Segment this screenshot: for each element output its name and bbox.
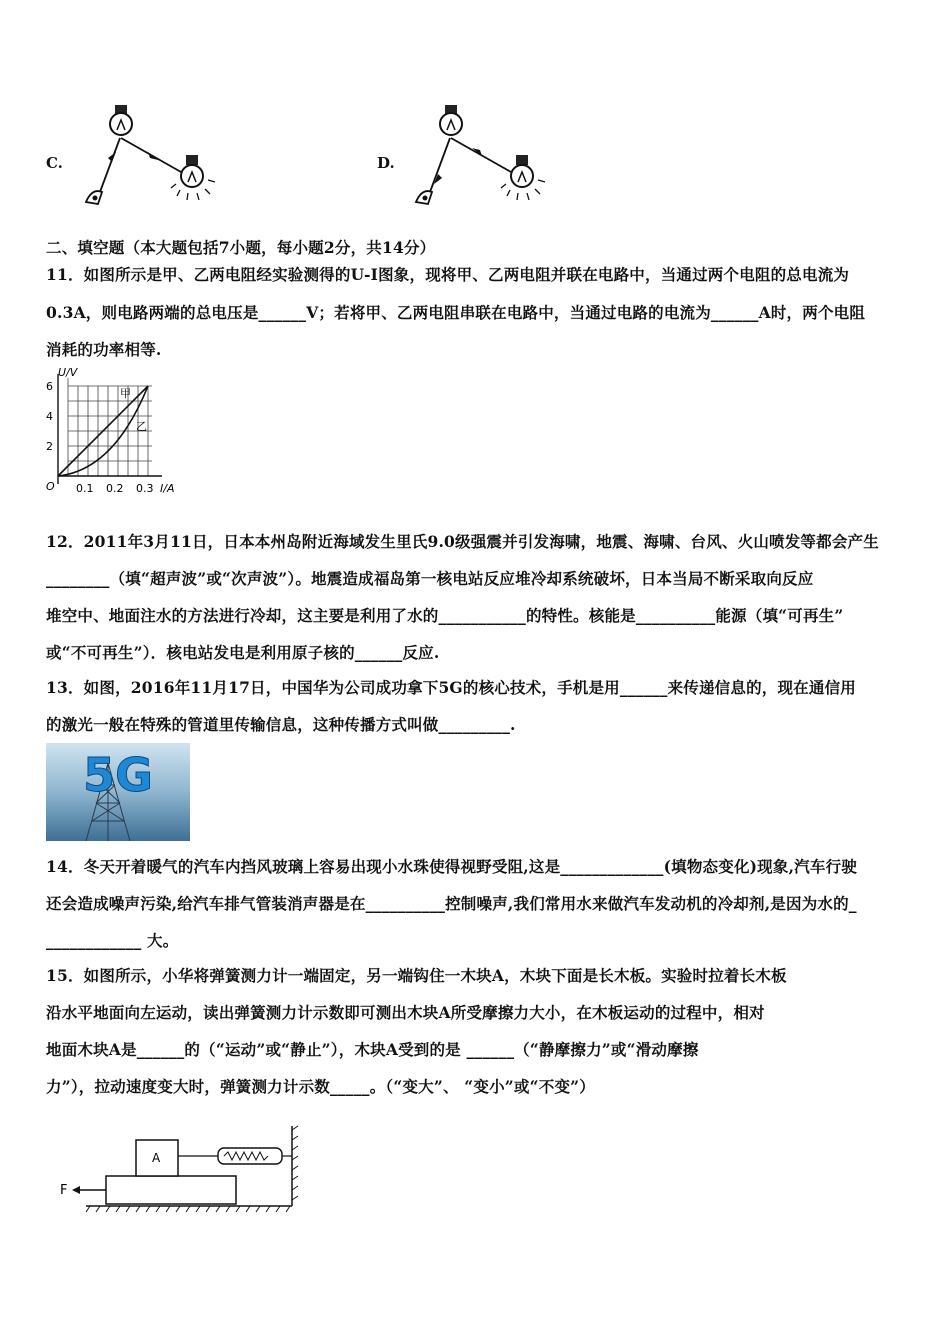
series-yi-label: 乙 <box>136 420 147 433</box>
section-heading: 二、填空题（本大题包括7小题，每小题2分，共14分） <box>46 238 436 257</box>
q13-line-1: 13．如图，2016年11月17日，中国华为公司成功拿下5G的核心技术，手机是用______来传递信息的，现在通信用 <box>46 678 856 697</box>
q13-5g-image <box>46 743 190 841</box>
q15-friction-diagram <box>56 1120 306 1220</box>
option-d-label: D. <box>377 154 395 172</box>
y-tick-2: 2 <box>46 440 53 453</box>
q14-line-3: ____________ 大。 <box>46 931 179 950</box>
origin-label: O <box>46 480 55 493</box>
q15-line-3: 地面木块A是______的（“运动”或“静止”），木块A受到的是 ______（“静摩擦力”或“滑动摩擦 <box>46 1040 699 1059</box>
y-tick-6: 6 <box>46 380 53 393</box>
q11-ui-graph <box>44 366 194 498</box>
long-board <box>106 1176 236 1204</box>
5g-text: 5G <box>83 748 153 802</box>
q12-line-1: 12．2011年3月11日，日本本州岛附近海域发生里氏9.0级强震并引发海啸，地震、海啸、台风、火山喷发等都会产生 <box>46 532 879 551</box>
q12-line-3: 堆空中、地面注水的方法进行冷却，这主要是利用了水的___________的特性。核能是__________能源（填“可再生” <box>46 606 844 625</box>
q14-line-2: 还会造成噪声污染,给汽车排气管装消声器是在__________控制噪声,我们常用水来做汽车发动机的冷却剂,是因为水的_ <box>46 894 857 913</box>
y-tick-4: 4 <box>46 410 53 423</box>
lower-bulb-icon <box>171 155 215 200</box>
x-tick-0.3: 0.3 <box>136 482 154 495</box>
option-c-label: C. <box>46 154 63 172</box>
eye-icon <box>86 191 102 204</box>
q11-line-3: 消耗的功率相等. <box>46 340 162 359</box>
upper-bulb-icon <box>110 105 132 135</box>
force-label: F <box>60 1183 68 1198</box>
spring-scale-icon <box>178 1148 292 1164</box>
x-axis-label: I/A <box>160 482 175 495</box>
q12-line-2: ________（填“超声波”或“次声波”）。地震造成福岛第一核电站反应堆冷却系统破坏，日本当局不断采取向反应 <box>46 569 814 588</box>
option-c-diagram <box>78 100 228 212</box>
upper-bulb-icon <box>440 105 462 135</box>
block-a-label: A <box>152 1151 161 1165</box>
q15-line-1: 15．如图所示，小华将弹簧测力计一端固定，另一端钩住一木块A，木块下面是长木板。实验时拉着长木板 <box>46 966 787 985</box>
lower-bulb-icon <box>501 155 545 200</box>
q15-line-4: 力”），拉动速度变大时，弹簧测力计示数_____。（“变大”、 “变小”或“不变”） <box>46 1077 595 1096</box>
q15-line-2: 沿水平地面向左运动，读出弹簧测力计示数即可测出木块A所受摩擦力大小，在木板运动的过程中，相对 <box>46 1003 765 1022</box>
series-jia-label: 甲 <box>120 387 131 400</box>
q13-line-2: 的激光一般在特殊的管道里传输信息，这种传播方式叫做_________. <box>46 715 516 734</box>
q11-line-2: 0.3A，则电路两端的总电压是______V；若将甲、乙两电阻串联在电路中，当通过电路的电流为______A时，两个电阻 <box>46 303 866 322</box>
q11-line-1: 11．如图所示是甲、乙两电阻经实验测得的U-I图象，现将甲、乙两电阻并联在电路中，当通过两个电阻的总电流为 <box>46 265 850 284</box>
option-d-diagram <box>408 100 558 212</box>
q14-line-1: 14．冬天开着暖气的汽车内挡风玻璃上容易出现小水珠使得视野受阻,这是_____________(填物态变化)现象,汽车行驶 <box>46 857 857 876</box>
q12-line-4: 或“不可再生”）．核电站发电是利用原子核的______反应. <box>46 643 440 662</box>
eye-icon <box>416 191 432 204</box>
x-tick-0.1: 0.1 <box>76 482 94 495</box>
x-tick-0.2: 0.2 <box>106 482 124 495</box>
y-axis-label: U/V <box>58 366 78 379</box>
